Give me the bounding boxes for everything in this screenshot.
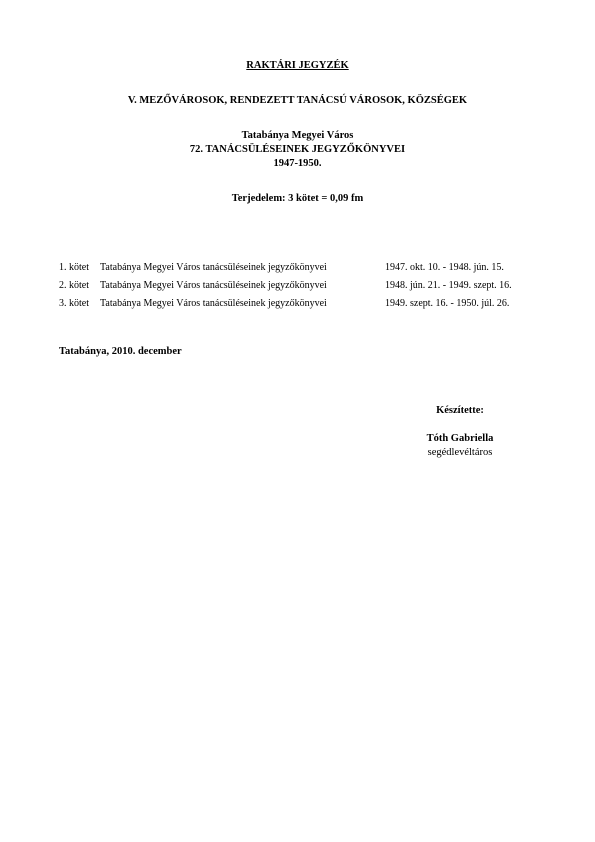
volume-title: Tatabánya Megyei Város tanácsüléseinek jegyzőkönyvei: [100, 280, 327, 291]
fond-years: 1947-1950.: [273, 158, 322, 169]
volume-title: Tatabánya Megyei Város tanácsüléseinek jegyzőkönyvei: [100, 298, 327, 309]
volume-dates: 1948. jún. 21. - 1949. szept. 16.: [385, 280, 512, 291]
volume-title: Tatabánya Megyei Város tanácsüléseinek jegyzőkönyvei: [100, 262, 327, 273]
place-date: Tatabánya, 2010. december: [59, 346, 182, 357]
author-role: segédlevéltáros: [427, 447, 493, 458]
volume-row: [59, 262, 539, 276]
volume-dates: 1947. okt. 10. - 1948. jún. 15.: [385, 262, 504, 273]
volume-number: 2. kötet: [59, 280, 89, 291]
author-name: Tóth Gabriella: [426, 433, 494, 444]
volume-dates: 1949. szept. 16. - 1950. júl. 26.: [385, 298, 510, 309]
section-heading: V. MEZŐVÁROSOK, RENDEZETT TANÁCSÚ VÁROSOK, KÖZSÉGEK: [127, 95, 468, 106]
volume-row: [59, 280, 539, 294]
volume-number: 1. kötet: [59, 262, 89, 273]
volume-row: [59, 298, 539, 312]
prepared-by-label: Készítette:: [436, 405, 484, 416]
extent-line: Terjedelem: 3 kötet = 0,09 fm: [231, 193, 364, 204]
city-name: Tatabánya Megyei Város: [241, 130, 354, 141]
fond-title: 72. TANÁCSÜLÉSEINEK JEGYZŐKÖNYVEI: [189, 144, 406, 155]
document-title: RAKTÁRI JEGYZÉK: [246, 60, 349, 71]
volume-number: 3. kötet: [59, 298, 89, 309]
